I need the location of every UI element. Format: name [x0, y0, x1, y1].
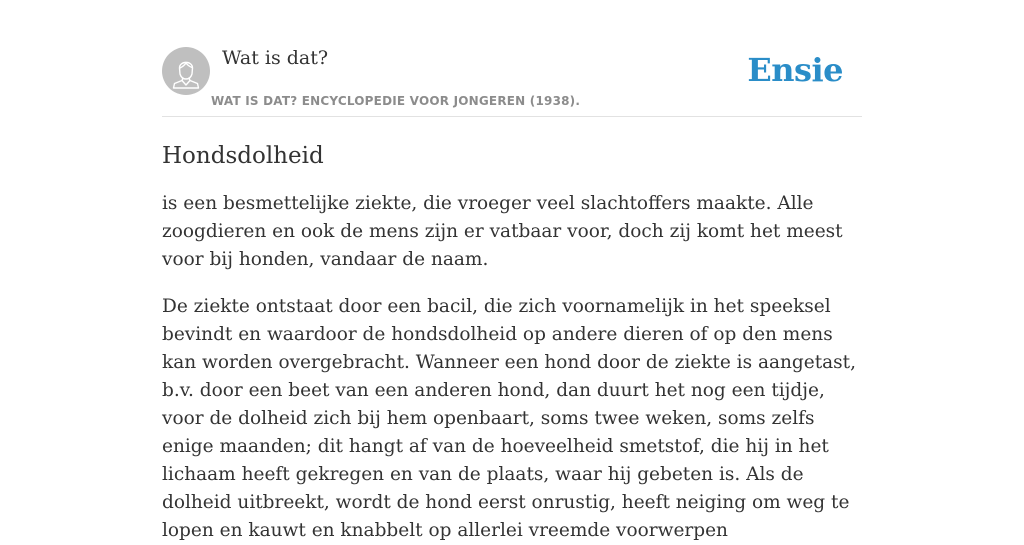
article-title: Hondsdolheid: [162, 143, 324, 169]
article-paragraph: De ziekte ontstaat door een bacil, die zich voornamelijk in het speeksel bevindt en waardoor de hondsdolheid op andere dieren of op den mens kan worden overgebracht. Wanneer een hond door de ziekte is aangetast, b.v. door een beet van een anderen hond, dan duurt het nog een tijdje, voor de dolheid zich bij hem openbaart, soms twee weken, soms zelfs enige maanden; dit hangt af van de hoeveelheid smetstof, die hij in het lichaam heeft gekregen en van de plaats, waar hij gebeten is. Als de dolheid uitbreekt, wordt de hond eerst onrustig, heeft neiging om weg te lopen en kauwt en knabbelt op allerlei vreemde voorwerpen: [162, 296, 856, 541]
avatar[interactable]: [162, 47, 210, 95]
article-paragraph: is een besmettelijke ziekte, die vroeger veel slachtoffers maakte. Alle zoogdieren en ook de mens zijn er vatbaar voor, doch zij komt het meest voor bij honden, vandaar de naam.: [162, 193, 843, 270]
source-header: [162, 0, 862, 117]
source-title[interactable]: Wat is dat?: [222, 47, 329, 69]
source-subtitle: WAT IS DAT? ENCYCLOPEDIE VOOR JONGEREN (1938).: [211, 94, 581, 108]
user-icon: [162, 47, 210, 95]
ensie-logo[interactable]: Ensie: [747, 51, 843, 89]
page: [162, 0, 862, 545]
